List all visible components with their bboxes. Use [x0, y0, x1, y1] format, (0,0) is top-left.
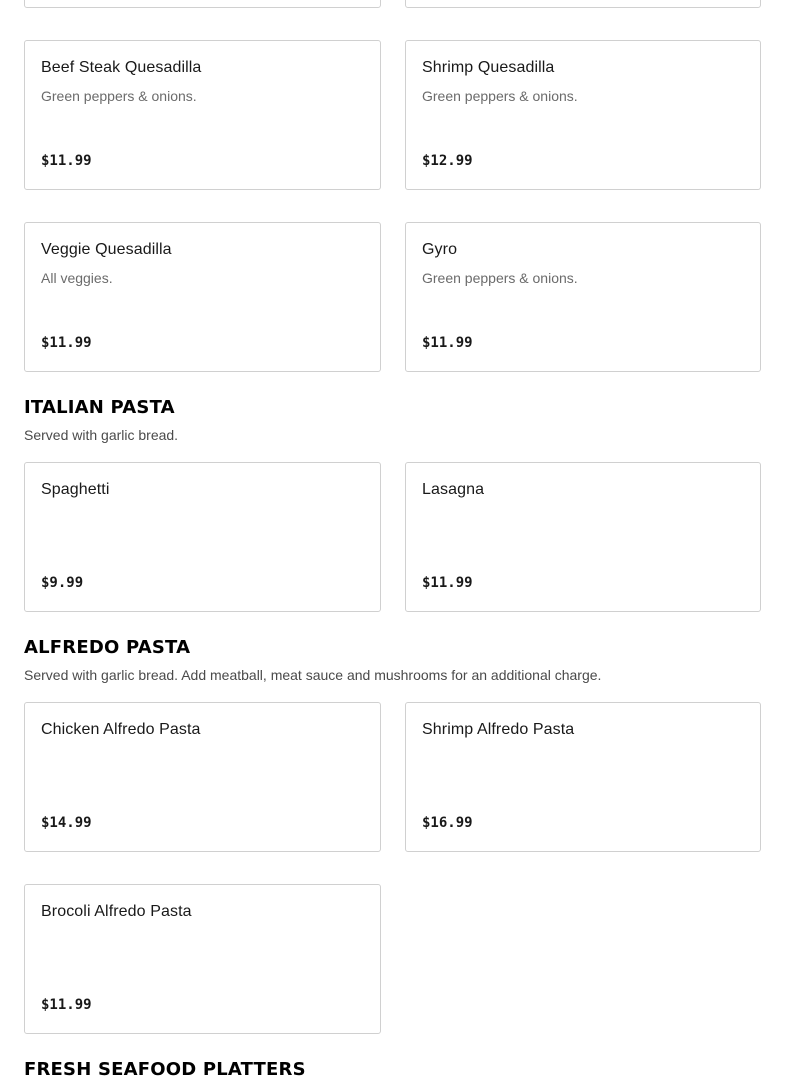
menu-item-price: $14.99	[41, 815, 92, 831]
menu-item-price: $11.99	[41, 997, 92, 1013]
menu-item-description: Green peppers & onions.	[41, 88, 197, 104]
menu-item-price: $11.99	[41, 153, 92, 169]
section-title: ITALIAN PASTA	[24, 397, 175, 418]
menu-item-price: $11.99	[422, 335, 473, 351]
menu-item-name: Gyro	[422, 241, 458, 258]
menu-item-name: Spaghetti	[41, 481, 110, 498]
section-description: Served with garlic bread. Add meatball, meat sauce and mushrooms for an additional charge.	[24, 667, 602, 683]
menu-item-card[interactable]	[405, 0, 761, 8]
menu-item-description: All veggies.	[41, 270, 113, 286]
menu-item-card[interactable]	[24, 462, 381, 612]
menu-item-name: Chicken Alfredo Pasta	[41, 721, 201, 738]
menu-item-card[interactable]	[24, 40, 381, 190]
menu-item-name: Beef Steak Quesadilla	[41, 59, 202, 76]
menu-item-name: Shrimp Quesadilla	[422, 59, 555, 76]
menu-item-card[interactable]	[405, 462, 761, 612]
menu-item-price: $9.99	[41, 575, 84, 591]
menu-item-name: Veggie Quesadilla	[41, 241, 172, 258]
menu-item-description: Green peppers & onions.	[422, 88, 578, 104]
menu-item-price: $16.99	[422, 815, 473, 831]
menu-item-price: $11.99	[41, 335, 92, 351]
menu-item-price: $12.99	[422, 153, 473, 169]
section-description: Served with garlic bread.	[24, 427, 179, 443]
menu-item-name: Brocoli Alfredo Pasta	[41, 903, 192, 920]
menu-item-name: Lasagna	[422, 481, 485, 498]
section-title: ALFREDO PASTA	[24, 637, 191, 658]
menu-item-card[interactable]	[405, 222, 761, 372]
menu-item-card[interactable]	[24, 0, 381, 8]
section-title: FRESH SEAFOOD PLATTERS	[24, 1059, 306, 1080]
menu-item-description: Green peppers & onions.	[422, 270, 578, 286]
menu-item-card[interactable]	[405, 40, 761, 190]
menu-item-card[interactable]	[24, 222, 381, 372]
menu-item-price: $11.99	[422, 575, 473, 591]
menu-item-name: Shrimp Alfredo Pasta	[422, 721, 575, 738]
menu-item-card[interactable]	[24, 702, 381, 852]
menu-item-card[interactable]	[405, 702, 761, 852]
menu-item-card[interactable]	[24, 884, 381, 1034]
